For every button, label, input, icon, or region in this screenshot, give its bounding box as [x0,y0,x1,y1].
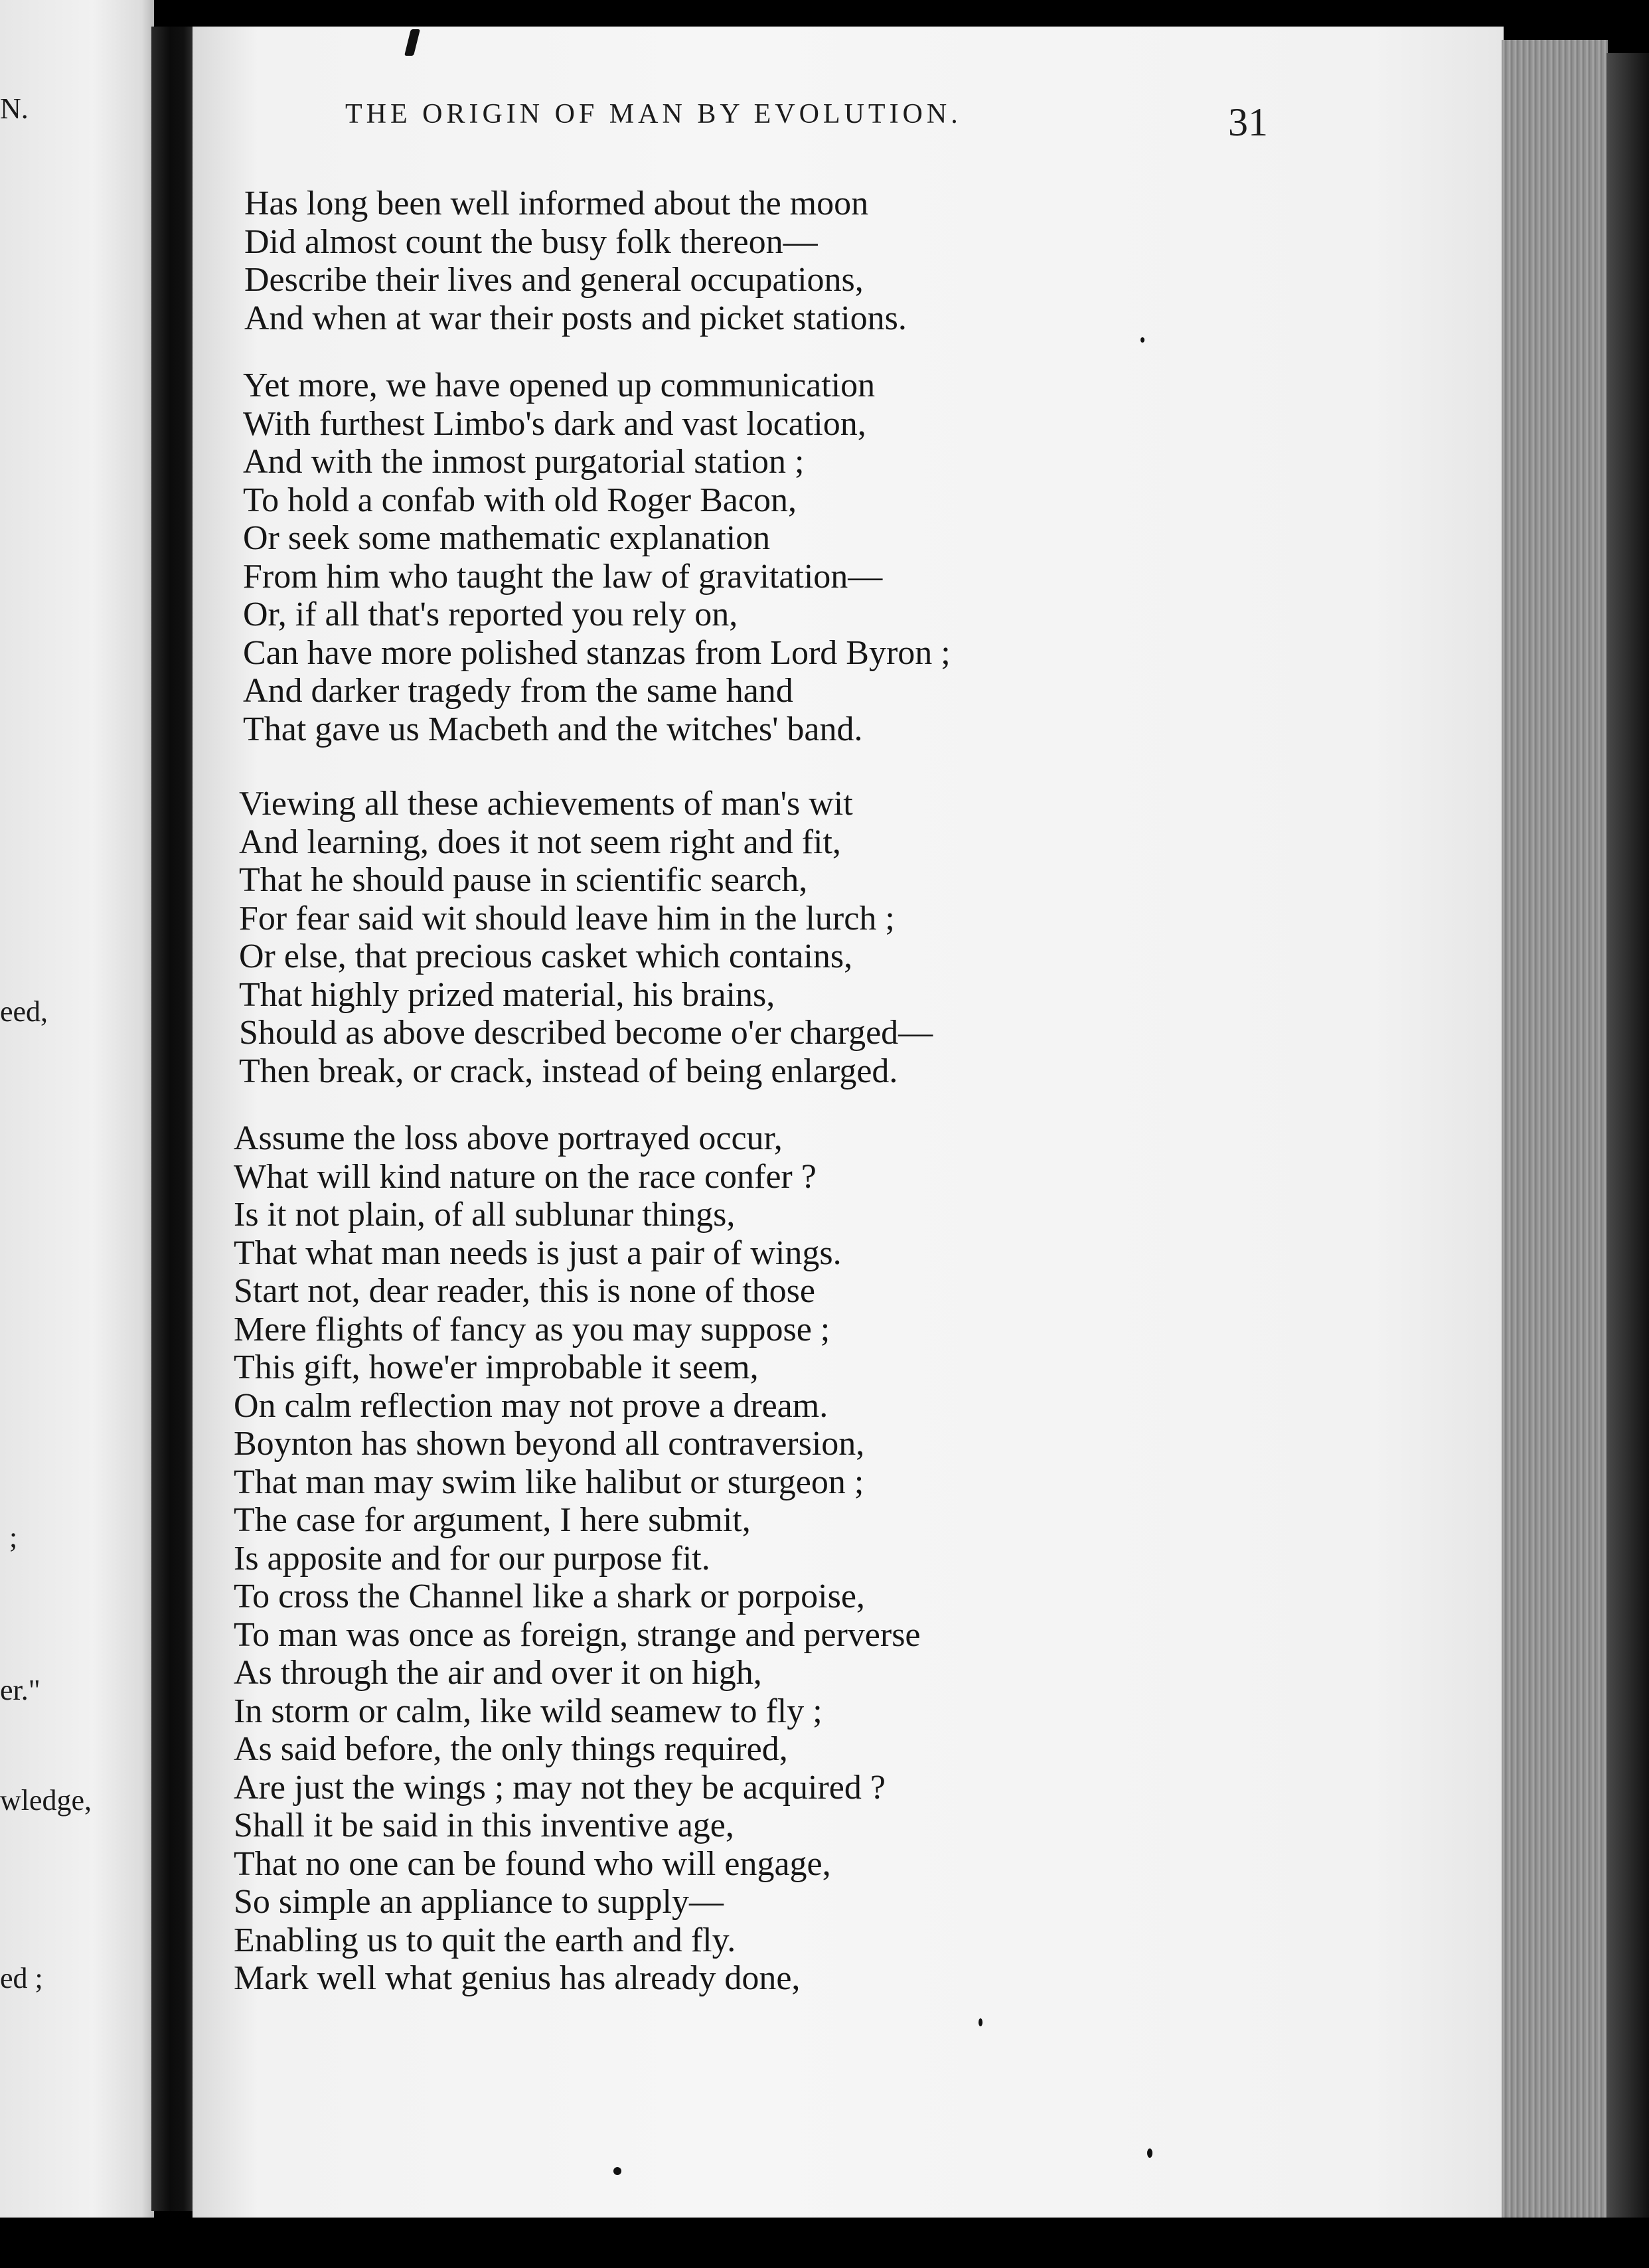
running-head: THE ORIGIN OF MAN BY EVOLUTION. [345,99,962,129]
stanza-2 [243,366,951,748]
verse-line: To hold a confab with old Roger Bacon, [243,481,797,519]
verse-line: As said before, the only things required, [234,1730,788,1768]
verse-line: Or seek some mathematic explanation [243,519,771,557]
verse-line: Did almost count the busy folk thereon— [244,222,818,261]
stanza-1 [244,185,907,337]
verse-line: Mark well what genius has already done, [234,1959,801,1997]
page-edges [1502,40,1608,2224]
verse-line: That he should pause in scientific search, [239,861,808,899]
verse-line: That man may swim like halibut or sturgeon ; [234,1463,864,1501]
verse-line: Should as above described become o'er charged— [239,1014,933,1052]
verse-line: Enabling us to quit the earth and fly. [234,1921,736,1959]
scan-bottom-border [0,2218,1649,2268]
scan-speck [979,2018,982,2026]
scan-speck [613,2167,621,2175]
stanza-4 [234,1119,921,1998]
scan-top-border [0,0,1649,27]
verse-line: Are just the wings ; may not they be acquired ? [234,1768,886,1807]
scan-speck [1140,337,1144,343]
verse-line: On calm reflection may not prove a dream. [234,1386,828,1425]
verse-line: For fear said wit should leave him in the lurch ; [239,899,895,937]
verse-line: The case for argument, I here submit, [234,1501,751,1539]
verse-line: Mere flights of fancy as you may suppose ; [234,1310,830,1348]
verse-line: Assume the loss above portrayed occur, [234,1119,783,1157]
verse-line: With furthest Limbo's dark and vast location, [243,404,866,443]
scan-speck [1147,2148,1152,2158]
stanza-3 [239,785,933,1090]
verse-line: That no one can be found who will engage, [234,1844,831,1883]
verse-line: Then break, or crack, instead of being enlarged. [239,1052,898,1090]
facing-page-fragment: eed, [0,995,48,1028]
verse-line: Describe their lives and general occupations, [244,261,864,299]
book-gutter [151,27,198,2211]
verse-line: Shall it be said in this inventive age, [234,1807,734,1844]
verse-line: And darker tragedy from the same hand [243,672,793,710]
verse-line: What will kind nature on the race confer ? [234,1157,817,1196]
verse-line: As through the air and over it on high, [234,1654,762,1692]
verse-line: To cross the Channel like a shark or porpoise, [234,1578,865,1615]
verse-line: In storm or calm, like wild seamew to fly ; [234,1692,823,1730]
verse-line: That gave us Macbeth and the witches' band. [243,710,863,748]
verse-line: Or else, that precious casket which contains, [239,937,853,975]
book-edge-shadow [1607,53,1649,2237]
facing-page [0,0,154,2268]
verse-line: Is apposite and for our purpose fit. [234,1539,710,1578]
facing-page-fragment: wledge, [0,1784,92,1817]
page-number: 31 [1228,100,1268,144]
verse-line: And with the inmost purgatorial station ; [243,443,805,481]
verse-line: From him who taught the law of gravitation— [243,557,883,596]
verse-line: This gift, howe'er improbable it seem, [234,1348,759,1386]
verse-line: And learning, does it not seem right and fit, [239,823,841,861]
verse-line: That what man needs is just a pair of wings. [234,1234,842,1272]
verse-line: Is it not plain, of all sublunar things, [234,1196,736,1234]
facing-page-fragment: N. [0,92,29,125]
facing-page-fragment: ed ; [0,1962,43,1994]
verse-line: Can have more polished stanzas from Lord Byron ; [243,633,951,672]
verse-line: To man was once as foreign, strange and perverse [234,1615,921,1654]
facing-page-fragment: er." [0,1674,40,1706]
verse-line: Boynton has shown beyond all contraversion, [234,1425,865,1463]
verse-line: So simple an appliance to supply— [234,1883,724,1921]
verse-line: That highly prized material, his brains, [239,975,775,1014]
verse-line: Has long been well informed about the moon [244,185,869,222]
verse-line: Viewing all these achievements of man's wit [239,785,853,823]
verse-line: And when at war their posts and picket stations. [244,299,907,337]
verse-line: Start not, dear reader, this is none of those [234,1272,815,1310]
verse-line: Yet more, we have opened up communication [243,366,876,404]
verse-line: Or, if all that's reported you rely on, [243,596,738,633]
facing-page-fragment: ; [9,1521,18,1554]
